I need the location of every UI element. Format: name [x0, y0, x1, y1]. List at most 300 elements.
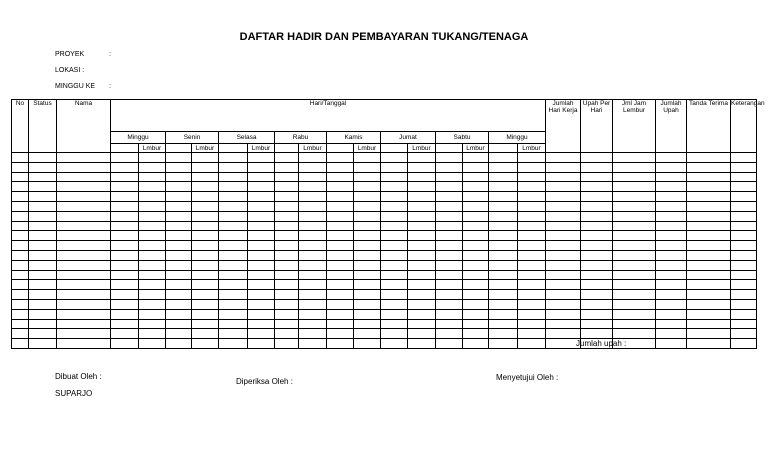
- table-cell[interactable]: [546, 241, 581, 251]
- table-cell[interactable]: [299, 319, 327, 329]
- table-cell[interactable]: [408, 329, 436, 339]
- table-cell[interactable]: [731, 280, 757, 290]
- table-cell[interactable]: [299, 221, 327, 231]
- table-cell[interactable]: [299, 192, 327, 202]
- table-cell[interactable]: [581, 241, 613, 251]
- table-cell[interactable]: [613, 231, 656, 241]
- table-cell[interactable]: [219, 250, 248, 260]
- table-cell[interactable]: [381, 280, 408, 290]
- table-cell[interactable]: [12, 309, 29, 319]
- table-cell[interactable]: [436, 153, 463, 163]
- table-cell[interactable]: [192, 309, 219, 319]
- table-cell[interactable]: [436, 250, 463, 260]
- table-cell[interactable]: [731, 329, 757, 339]
- table-cell[interactable]: [166, 153, 192, 163]
- table-cell[interactable]: [687, 201, 731, 211]
- table-cell[interactable]: [463, 182, 489, 192]
- table-cell[interactable]: [139, 290, 166, 300]
- table-cell[interactable]: [327, 250, 354, 260]
- table-cell[interactable]: [248, 201, 275, 211]
- table-cell[interactable]: [139, 153, 166, 163]
- table-cell[interactable]: [436, 162, 463, 172]
- table-cell[interactable]: [139, 201, 166, 211]
- table-cell[interactable]: [354, 201, 381, 211]
- table-cell[interactable]: [275, 182, 299, 192]
- table-cell[interactable]: [248, 250, 275, 260]
- table-cell[interactable]: [12, 162, 29, 172]
- table-cell[interactable]: [29, 172, 57, 182]
- table-cell[interactable]: [381, 290, 408, 300]
- table-cell[interactable]: [656, 201, 687, 211]
- table-cell[interactable]: [12, 211, 29, 221]
- table-cell[interactable]: [29, 319, 57, 329]
- table-cell[interactable]: [299, 162, 327, 172]
- table-cell[interactable]: [613, 162, 656, 172]
- table-cell[interactable]: [57, 192, 111, 202]
- table-cell[interactable]: [57, 231, 111, 241]
- table-cell[interactable]: [299, 280, 327, 290]
- table-cell[interactable]: [381, 172, 408, 182]
- table-cell[interactable]: [489, 290, 518, 300]
- table-cell[interactable]: [299, 290, 327, 300]
- table-cell[interactable]: [299, 270, 327, 280]
- table-cell[interactable]: [327, 329, 354, 339]
- table-cell[interactable]: [731, 172, 757, 182]
- table-cell[interactable]: [192, 231, 219, 241]
- table-cell[interactable]: [275, 241, 299, 251]
- table-cell[interactable]: [248, 241, 275, 251]
- table-cell[interactable]: [463, 290, 489, 300]
- table-cell[interactable]: [139, 319, 166, 329]
- table-cell[interactable]: [327, 339, 354, 349]
- table-cell[interactable]: [656, 299, 687, 309]
- table-cell[interactable]: [12, 339, 29, 349]
- table-cell[interactable]: [248, 309, 275, 319]
- table-cell[interactable]: [299, 250, 327, 260]
- table-cell[interactable]: [166, 241, 192, 251]
- table-cell[interactable]: [463, 280, 489, 290]
- table-cell[interactable]: [248, 231, 275, 241]
- table-cell[interactable]: [192, 192, 219, 202]
- table-cell[interactable]: [731, 241, 757, 251]
- table-cell[interactable]: [111, 309, 139, 319]
- table-cell[interactable]: [111, 231, 139, 241]
- table-cell[interactable]: [408, 231, 436, 241]
- table-cell[interactable]: [436, 241, 463, 251]
- table-cell[interactable]: [546, 221, 581, 231]
- table-cell[interactable]: [518, 211, 546, 221]
- table-cell[interactable]: [12, 201, 29, 211]
- table-cell[interactable]: [687, 221, 731, 231]
- table-cell[interactable]: [327, 260, 354, 270]
- table-cell[interactable]: [57, 162, 111, 172]
- table-cell[interactable]: [248, 153, 275, 163]
- table-cell[interactable]: [192, 211, 219, 221]
- table-cell[interactable]: [166, 280, 192, 290]
- table-cell[interactable]: [12, 250, 29, 260]
- table-cell[interactable]: [29, 162, 57, 172]
- table-cell[interactable]: [731, 192, 757, 202]
- table-cell[interactable]: [111, 241, 139, 251]
- table-cell[interactable]: [327, 153, 354, 163]
- table-cell[interactable]: [111, 153, 139, 163]
- table-cell[interactable]: [139, 299, 166, 309]
- table-cell[interactable]: [408, 201, 436, 211]
- table-cell[interactable]: [656, 260, 687, 270]
- table-cell[interactable]: [354, 260, 381, 270]
- table-cell[interactable]: [57, 221, 111, 231]
- table-cell[interactable]: [29, 329, 57, 339]
- table-cell[interactable]: [581, 162, 613, 172]
- table-cell[interactable]: [613, 309, 656, 319]
- table-cell[interactable]: [139, 280, 166, 290]
- table-cell[interactable]: [275, 339, 299, 349]
- table-cell[interactable]: [12, 182, 29, 192]
- table-cell[interactable]: [192, 290, 219, 300]
- table-cell[interactable]: [687, 280, 731, 290]
- table-cell[interactable]: [219, 260, 248, 270]
- table-cell[interactable]: [275, 299, 299, 309]
- table-cell[interactable]: [687, 182, 731, 192]
- table-cell[interactable]: [139, 260, 166, 270]
- table-cell[interactable]: [436, 339, 463, 349]
- table-cell[interactable]: [581, 250, 613, 260]
- table-cell[interactable]: [111, 280, 139, 290]
- table-cell[interactable]: [299, 201, 327, 211]
- table-cell[interactable]: [275, 290, 299, 300]
- table-cell[interactable]: [166, 329, 192, 339]
- table-cell[interactable]: [57, 172, 111, 182]
- table-cell[interactable]: [192, 339, 219, 349]
- table-cell[interactable]: [57, 280, 111, 290]
- table-cell[interactable]: [354, 250, 381, 260]
- table-cell[interactable]: [731, 270, 757, 280]
- table-cell[interactable]: [489, 201, 518, 211]
- table-cell[interactable]: [12, 172, 29, 182]
- table-cell[interactable]: [613, 153, 656, 163]
- table-cell[interactable]: [166, 221, 192, 231]
- table-cell[interactable]: [275, 280, 299, 290]
- table-cell[interactable]: [354, 299, 381, 309]
- table-cell[interactable]: [518, 339, 546, 349]
- table-cell[interactable]: [12, 319, 29, 329]
- table-cell[interactable]: [139, 339, 166, 349]
- table-cell[interactable]: [656, 211, 687, 221]
- table-cell[interactable]: [463, 319, 489, 329]
- table-cell[interactable]: [327, 241, 354, 251]
- table-cell[interactable]: [408, 309, 436, 319]
- table-cell[interactable]: [248, 339, 275, 349]
- table-cell[interactable]: [192, 241, 219, 251]
- table-cell[interactable]: [518, 192, 546, 202]
- table-cell[interactable]: [381, 270, 408, 280]
- table-cell[interactable]: [354, 329, 381, 339]
- table-cell[interactable]: [354, 153, 381, 163]
- table-cell[interactable]: [166, 260, 192, 270]
- table-cell[interactable]: [166, 211, 192, 221]
- table-cell[interactable]: [354, 339, 381, 349]
- table-cell[interactable]: [489, 260, 518, 270]
- table-cell[interactable]: [656, 250, 687, 260]
- table-cell[interactable]: [166, 162, 192, 172]
- table-cell[interactable]: [29, 280, 57, 290]
- table-cell[interactable]: [489, 309, 518, 319]
- table-cell[interactable]: [581, 211, 613, 221]
- table-cell[interactable]: [248, 162, 275, 172]
- table-cell[interactable]: [111, 192, 139, 202]
- table-cell[interactable]: [546, 290, 581, 300]
- table-cell[interactable]: [489, 172, 518, 182]
- table-cell[interactable]: [327, 290, 354, 300]
- table-cell[interactable]: [192, 260, 219, 270]
- table-cell[interactable]: [613, 172, 656, 182]
- table-cell[interactable]: [248, 221, 275, 231]
- table-cell[interactable]: [518, 319, 546, 329]
- table-cell[interactable]: [192, 172, 219, 182]
- table-cell[interactable]: [687, 153, 731, 163]
- table-cell[interactable]: [275, 319, 299, 329]
- table-cell[interactable]: [687, 339, 731, 349]
- table-cell[interactable]: [327, 270, 354, 280]
- table-cell[interactable]: [354, 290, 381, 300]
- table-cell[interactable]: [299, 182, 327, 192]
- table-cell[interactable]: [408, 299, 436, 309]
- table-cell[interactable]: [57, 260, 111, 270]
- table-cell[interactable]: [354, 172, 381, 182]
- table-cell[interactable]: [489, 270, 518, 280]
- table-cell[interactable]: [489, 182, 518, 192]
- table-cell[interactable]: [111, 250, 139, 260]
- table-cell[interactable]: [463, 153, 489, 163]
- table-cell[interactable]: [29, 231, 57, 241]
- table-cell[interactable]: [613, 270, 656, 280]
- table-cell[interactable]: [57, 270, 111, 280]
- table-cell[interactable]: [546, 319, 581, 329]
- table-cell[interactable]: [248, 270, 275, 280]
- table-cell[interactable]: [687, 231, 731, 241]
- table-cell[interactable]: [518, 153, 546, 163]
- table-cell[interactable]: [381, 250, 408, 260]
- table-cell[interactable]: [489, 192, 518, 202]
- table-cell[interactable]: [687, 270, 731, 280]
- table-cell[interactable]: [166, 172, 192, 182]
- table-cell[interactable]: [354, 182, 381, 192]
- table-cell[interactable]: [381, 221, 408, 231]
- table-cell[interactable]: [327, 162, 354, 172]
- table-cell[interactable]: [436, 329, 463, 339]
- table-cell[interactable]: [581, 329, 613, 339]
- table-cell[interactable]: [248, 319, 275, 329]
- table-cell[interactable]: [731, 260, 757, 270]
- table-cell[interactable]: [436, 319, 463, 329]
- table-cell[interactable]: [687, 309, 731, 319]
- table-cell[interactable]: [408, 192, 436, 202]
- table-cell[interactable]: [489, 280, 518, 290]
- table-cell[interactable]: [408, 172, 436, 182]
- table-cell[interactable]: [275, 260, 299, 270]
- table-cell[interactable]: [436, 221, 463, 231]
- table-cell[interactable]: [581, 280, 613, 290]
- table-cell[interactable]: [408, 162, 436, 172]
- table-cell[interactable]: [275, 221, 299, 231]
- table-cell[interactable]: [111, 329, 139, 339]
- table-cell[interactable]: [57, 211, 111, 221]
- table-cell[interactable]: [354, 309, 381, 319]
- table-cell[interactable]: [29, 309, 57, 319]
- table-cell[interactable]: [613, 182, 656, 192]
- table-cell[interactable]: [327, 192, 354, 202]
- table-cell[interactable]: [111, 260, 139, 270]
- table-cell[interactable]: [463, 299, 489, 309]
- table-cell[interactable]: [656, 221, 687, 231]
- table-cell[interactable]: [463, 211, 489, 221]
- table-cell[interactable]: [436, 309, 463, 319]
- table-cell[interactable]: [327, 309, 354, 319]
- table-cell[interactable]: [139, 329, 166, 339]
- table-cell[interactable]: [546, 329, 581, 339]
- table-cell[interactable]: [408, 211, 436, 221]
- table-cell[interactable]: [546, 231, 581, 241]
- table-cell[interactable]: [139, 270, 166, 280]
- table-cell[interactable]: [57, 182, 111, 192]
- table-cell[interactable]: [381, 211, 408, 221]
- table-cell[interactable]: [111, 172, 139, 182]
- table-cell[interactable]: [57, 201, 111, 211]
- table-cell[interactable]: [381, 192, 408, 202]
- table-cell[interactable]: [381, 309, 408, 319]
- table-cell[interactable]: [546, 260, 581, 270]
- table-cell[interactable]: [111, 299, 139, 309]
- table-cell[interactable]: [219, 309, 248, 319]
- table-cell[interactable]: [656, 162, 687, 172]
- table-cell[interactable]: [12, 231, 29, 241]
- table-cell[interactable]: [546, 299, 581, 309]
- table-cell[interactable]: [546, 211, 581, 221]
- table-cell[interactable]: [581, 299, 613, 309]
- table-cell[interactable]: [275, 153, 299, 163]
- table-cell[interactable]: [613, 192, 656, 202]
- table-cell[interactable]: [656, 319, 687, 329]
- table-cell[interactable]: [12, 270, 29, 280]
- table-cell[interactable]: [111, 182, 139, 192]
- table-cell[interactable]: [381, 241, 408, 251]
- table-cell[interactable]: [299, 231, 327, 241]
- table-cell[interactable]: [139, 231, 166, 241]
- table-cell[interactable]: [687, 290, 731, 300]
- table-cell[interactable]: [219, 201, 248, 211]
- table-cell[interactable]: [275, 172, 299, 182]
- table-cell[interactable]: [656, 172, 687, 182]
- table-cell[interactable]: [436, 280, 463, 290]
- table-cell[interactable]: [12, 241, 29, 251]
- table-cell[interactable]: [518, 299, 546, 309]
- table-cell[interactable]: [408, 339, 436, 349]
- table-cell[interactable]: [219, 153, 248, 163]
- table-cell[interactable]: [381, 319, 408, 329]
- table-cell[interactable]: [656, 153, 687, 163]
- table-cell[interactable]: [489, 153, 518, 163]
- table-cell[interactable]: [219, 162, 248, 172]
- table-cell[interactable]: [192, 153, 219, 163]
- table-cell[interactable]: [29, 241, 57, 251]
- table-cell[interactable]: [381, 329, 408, 339]
- table-cell[interactable]: [219, 221, 248, 231]
- table-cell[interactable]: [219, 211, 248, 221]
- table-cell[interactable]: [12, 192, 29, 202]
- table-cell[interactable]: [613, 260, 656, 270]
- table-cell[interactable]: [57, 250, 111, 260]
- table-cell[interactable]: [518, 309, 546, 319]
- table-cell[interactable]: [489, 162, 518, 172]
- table-cell[interactable]: [219, 270, 248, 280]
- table-cell[interactable]: [139, 162, 166, 172]
- table-cell[interactable]: [327, 221, 354, 231]
- table-cell[interactable]: [687, 299, 731, 309]
- table-cell[interactable]: [29, 270, 57, 280]
- table-cell[interactable]: [656, 339, 687, 349]
- table-cell[interactable]: [436, 182, 463, 192]
- table-cell[interactable]: [546, 280, 581, 290]
- table-cell[interactable]: [29, 260, 57, 270]
- table-cell[interactable]: [219, 319, 248, 329]
- table-cell[interactable]: [12, 221, 29, 231]
- table-cell[interactable]: [463, 162, 489, 172]
- table-cell[interactable]: [139, 192, 166, 202]
- table-cell[interactable]: [731, 290, 757, 300]
- table-cell[interactable]: [463, 309, 489, 319]
- table-cell[interactable]: [12, 290, 29, 300]
- table-cell[interactable]: [354, 162, 381, 172]
- table-cell[interactable]: [656, 192, 687, 202]
- table-cell[interactable]: [463, 250, 489, 260]
- table-cell[interactable]: [192, 182, 219, 192]
- table-cell[interactable]: [219, 241, 248, 251]
- table-cell[interactable]: [29, 339, 57, 349]
- table-cell[interactable]: [613, 221, 656, 231]
- table-cell[interactable]: [111, 339, 139, 349]
- table-cell[interactable]: [613, 211, 656, 221]
- table-cell[interactable]: [29, 182, 57, 192]
- table-cell[interactable]: [731, 162, 757, 172]
- table-cell[interactable]: [381, 162, 408, 172]
- table-cell[interactable]: [29, 221, 57, 231]
- table-cell[interactable]: [408, 182, 436, 192]
- table-cell[interactable]: [489, 319, 518, 329]
- table-cell[interactable]: [408, 241, 436, 251]
- table-cell[interactable]: [111, 201, 139, 211]
- table-cell[interactable]: [12, 280, 29, 290]
- table-cell[interactable]: [381, 153, 408, 163]
- table-cell[interactable]: [248, 329, 275, 339]
- table-cell[interactable]: [139, 211, 166, 221]
- table-cell[interactable]: [381, 299, 408, 309]
- table-cell[interactable]: [546, 270, 581, 280]
- table-cell[interactable]: [192, 280, 219, 290]
- table-cell[interactable]: [248, 192, 275, 202]
- table-cell[interactable]: [408, 319, 436, 329]
- table-cell[interactable]: [381, 182, 408, 192]
- table-cell[interactable]: [613, 280, 656, 290]
- table-cell[interactable]: [463, 241, 489, 251]
- table-cell[interactable]: [518, 270, 546, 280]
- table-cell[interactable]: [408, 221, 436, 231]
- table-cell[interactable]: [581, 192, 613, 202]
- table-cell[interactable]: [581, 270, 613, 280]
- table-cell[interactable]: [327, 319, 354, 329]
- table-cell[interactable]: [299, 260, 327, 270]
- table-cell[interactable]: [166, 192, 192, 202]
- table-cell[interactable]: [327, 299, 354, 309]
